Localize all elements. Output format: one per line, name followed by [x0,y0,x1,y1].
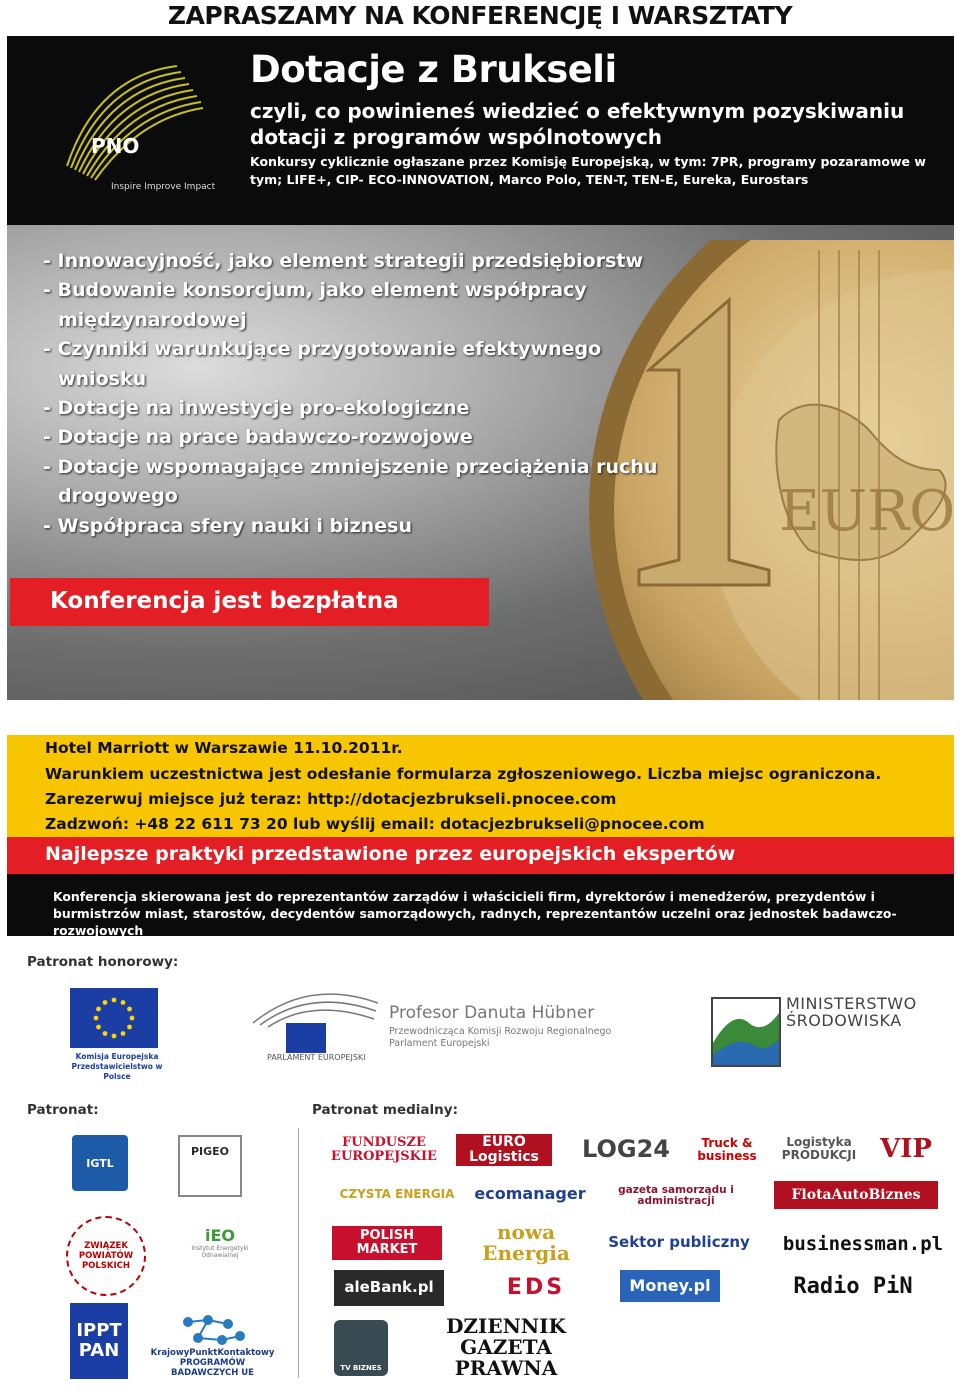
logistyka-produkcji-logo: Logistyka PRODUKCJI [781,1135,857,1162]
conference-title: Dotacje z Brukseli [250,48,617,91]
log24-logo: LOG24 [582,1135,670,1164]
ecomanager-logo: ecomanager [474,1183,586,1203]
audience-text: Konferencja skierowana jest do reprezentantów zarządów i właścicieli firm, dyrektorów i menedżerów, prezydentów i burmistrzów miast, starostów, decydentów samorządowych, radnych, reprezentantów uczelni oraz jednostek badawczo-rozwojowych [53,889,897,938]
best-practice-bar [7,837,954,874]
topic-item: - Dotacje na prace badawczo-rozwojowe [43,426,473,449]
kpk-logo-text: KrajowyPunktKontaktowy PROGRAMÓW BADAWCZYCH UE [150,1348,275,1378]
czysta-energia-logo: CZYSTA ENERGIA [339,1186,455,1201]
alebank-logo: aleBank.pl [334,1270,444,1306]
best-practice-text: Najlepsze praktyki przedstawione przez europejskich ekspertów [45,843,736,865]
page-title: ZAPRASZAMY NA KONFERENCJĘ I WARSZTATY [167,1,793,30]
ieo-logo [180,1224,260,1260]
truck-business-logo: Truck & business [697,1136,757,1163]
vip-logo: VIP [880,1134,932,1165]
reserve-link[interactable]: Zarezerwuj miejsce już teraz: http://dotacjezbrukseli.pnocee.com [45,790,617,808]
event-info-block [7,735,954,837]
audience-block [7,874,954,936]
free-conference-text: Konferencja jest bezpłatna [50,588,399,614]
topic-item: - Dotacje wspomagające zmniejszenie przeciążenia ruchu drogowego [43,455,658,508]
media-patronage-label: Patronat medialny: [312,1102,458,1118]
topics-list [43,247,683,541]
free-conference-banner [10,578,489,626]
hubner-name: Profesor Danuta Hübner [389,1003,595,1023]
contact-text[interactable]: Zadzwoń: +48 22 611 73 20 lub wyślij email: dotacjezbrukseli@pnocee.com [45,815,705,833]
pno-tagline: Inspire Improve Impact [111,182,216,192]
condition-text: Warunkiem uczestnictwa jest odesłanie formularza zgłoszeniowego. Liczba miejsc ograniczona. [45,765,882,783]
hubner-role: Przewodnicząca Komisji Rozwoju Regionalnego Parlament Europejski [389,1026,612,1049]
nowa-energia-logo: nowa Energia [482,1220,570,1265]
patronage-label: Patronat: [27,1102,99,1118]
topic-item: - Współpraca sfery nauki i biznesu [43,514,412,537]
sektor-publiczny-logo: Sektor publiczny [608,1233,750,1252]
topic-item: - Dotacje na inwestycje pro-ekologiczne [43,397,470,420]
coin-photo-section [7,225,954,700]
topic-item: - Budowanie konsorcjum, jako element współpracy międzynarodowej [43,279,587,331]
conference-details: Konkursy cyklicznie ogłaszane przez Komisję Europejską, w tym: 7PR, programy pozaramowe w tym; LIFE+, CIP- ECO-INNOVATION, Marco Polo, TEN-T, TEN-E, Eureka, Eurostars [250,154,926,187]
european-commission-caption: Komisja Europejska Przedstawicielstwo w Polsce [71,1052,163,1081]
kpk-molecule-icon [178,1314,248,1348]
venue-text: Hotel Marriott w Warszawie 11.10.2011r. [45,739,403,757]
eds-logo: EDS [506,1275,566,1301]
eu-flag-icon [286,1023,326,1053]
conference-subtitle: czyli, co powinieneś wiedzieć o efektywnym pozyskiwaniu dotacji z programów wspólnotowych [250,99,905,149]
euro-logistics-logo: EURO Logistics [456,1134,552,1166]
igtl-logo: IGTL [72,1135,128,1191]
honorary-patronage-label: Patronat honorowy: [27,954,179,970]
topic-item: - Czynniki warunkujące przygotowanie efektywnego wniosku [43,338,602,390]
ippt-pan-logo: IPPT PAN [70,1303,128,1379]
divider [298,1128,299,1378]
svg-text:EURO: EURO [779,479,956,544]
header-banner [7,36,954,225]
european-parliament-logo [248,983,383,1065]
businessman-logo: businessman.pl [782,1233,944,1256]
parliament-arc-icon [248,983,383,1028]
flota-auto-biznes-logo: FlotaAutoBiznes [774,1181,938,1209]
pno-logo-text: PNO [91,134,140,158]
ministry-text: MINISTERSTWO ŚRODOWISKA [786,994,917,1030]
dziennik-gazeta-prawna-logo: DZIENNIK GAZETA PRAWNA [446,1313,566,1380]
european-parliament-caption: PARLAMENT EUROPEJSKI [267,1053,366,1062]
ieo-logo-caption: Instytut Energetyki Odnawialnej [191,1244,249,1259]
ieo-logo-text: iEO [204,1225,235,1245]
fundusze-europejskie-logo: FUNDUSZE EUROPEJSKIE [331,1135,437,1164]
pigeo-logo: PIGEO [178,1135,242,1197]
european-commission-logo [62,988,172,1081]
radio-pin-logo: Radio PiN [793,1274,913,1300]
ministry-environment-logo-icon [711,997,781,1067]
kpk-logo [150,1312,275,1378]
gazeta-samorzadu-logo: gazeta samorządu i administracji [618,1183,734,1207]
tv-biznes-logo: TV BIZNES [334,1320,388,1376]
eu-flag-icon [70,988,158,1048]
polish-market-logo: POLISH MARKET [332,1226,442,1260]
money-pl-logo: Money.pl [620,1270,720,1302]
topic-item: - Innowacyjność, jako element strategii przedsiębiorstw [43,250,644,272]
zwiazek-powiatow-logo: ZWIĄZEK POWIATÓW POLSKICH [66,1216,146,1296]
